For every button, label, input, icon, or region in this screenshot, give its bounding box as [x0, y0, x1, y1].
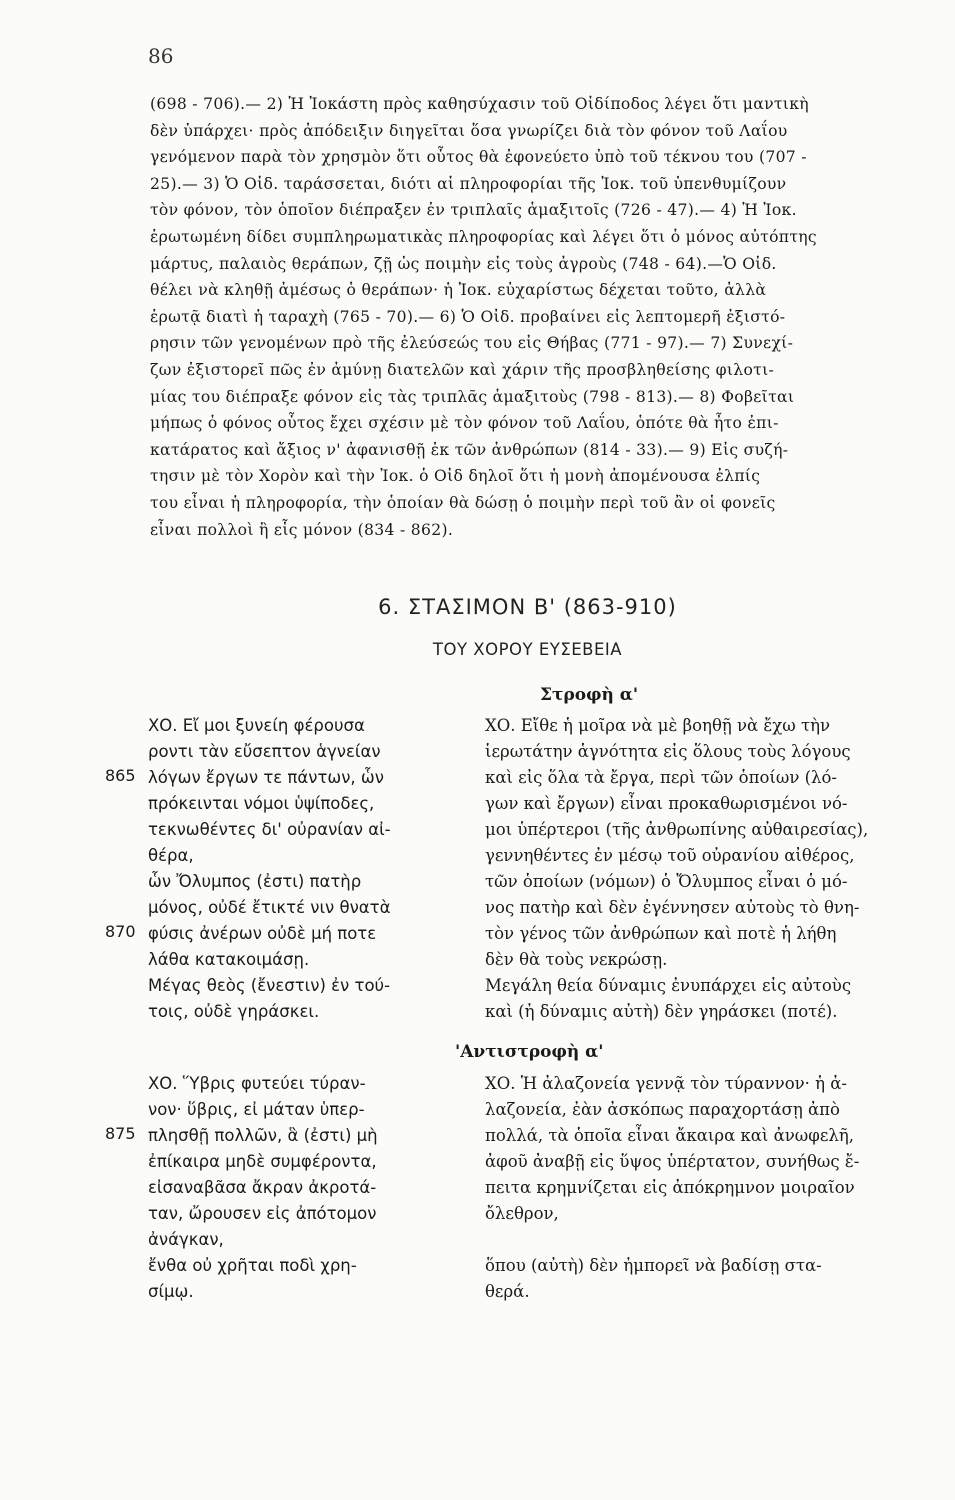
- verse-line: ταν, ὤρουσεν εἰς ἀπότομον: [148, 1204, 377, 1223]
- summary-line: ρησιν τῶν γενομένων πρὸ τῆς ἐλεύσεώς του εἰς Θήβας (771 - 97).— 7) Συνεχί-: [150, 334, 794, 353]
- line-number: 870: [105, 922, 136, 941]
- verse-line: ὧν Ὄλυμπος (ἐστι) πατὴρ: [148, 872, 362, 891]
- summary-line: θέλει νὰ κληθῇ ἀμέσως ὁ θεράπων· ἡ Ἰοκ. εὐχαρίστως δέχεται τοῦτο, ἀλλὰ: [150, 281, 767, 300]
- page-number: 86: [148, 44, 174, 68]
- verse-line: πρόκεινται νόμοι ὑψίποδες,: [148, 794, 375, 813]
- translation-line: γεννηθέντες ἐν μέσῳ τοῦ οὐρανίου αἰθέρος,: [485, 846, 855, 865]
- translation-line: δὲν θὰ τοὺς νεκρώσῃ.: [485, 950, 668, 969]
- summary-line: 25).— 3) Ὁ Οἰδ. ταράσσεται, διότι αἱ πληροφορίαι τῆς Ἰοκ. τοῦ ὑπενθυμίζουν: [150, 174, 787, 193]
- summary-line: δὲν ὑπάρχει· πρὸς ἀπόδειξιν διηγεῖται ὅσα γνωρίζει διὰ τὸν φόνον τοῦ Λαΐου: [150, 121, 788, 140]
- verse-line: εἰσαναβᾶσα ἄκραν ἀκροτά-: [148, 1178, 377, 1197]
- translation-line: λαζονεία, ἐὰν ἀσκόπως παραχορτάσῃ ἀπὸ: [485, 1100, 840, 1119]
- translation-line: ΧΟ. Ἡ ἀλαζονεία γεννᾷ τὸν τύραννον· ἡ ἀ-: [485, 1074, 847, 1093]
- section-subtitle: ΤΟΥ ΧΟΡΟΥ ΕΥΣΕΒΕΙΑ: [432, 640, 623, 659]
- verse-line: λάθα κατακοιμάσῃ.: [148, 950, 310, 969]
- verse-line: θέρα,: [148, 846, 194, 865]
- verse-line: σίμῳ.: [148, 1282, 194, 1301]
- translation-line: Μεγάλη θεία δύναμις ἐνυπάρχει εἰς αὐτοὺς: [485, 976, 852, 995]
- strophe-greek-text: [148, 713, 478, 1025]
- translation-line: [485, 1227, 925, 1253]
- verse-line: ΧΟ. Εἴ μοι ξυνείη φέρουσα: [148, 716, 365, 735]
- verse-line: Μέγας θεὸς (ἔνεστιν) ἐν τού-: [148, 976, 391, 995]
- translation-line: ἱερωτάτην ἁγνότητα εἰς ὅλους τοὺς λόγους: [485, 742, 851, 761]
- verse-line: ροντι τὰν εὔσεπτον ἁγνείαν: [148, 742, 381, 761]
- summary-line: κατάρατος καὶ ἄξιος ν' ἀφανισθῇ ἐκ τῶν ἀνθρώπων (814 - 33).— 9) Εἰς συζή-: [150, 440, 789, 459]
- verse-line: πλησθῇ πολλῶν, ἃ (ἐστι) μὴ: [148, 1126, 378, 1145]
- summary-line: (698 - 706).— 2) Ἡ Ἰοκάστη πρὸς καθησύχασιν τοῦ Οἰδίποδος λέγει ὅτι μαντικὴ: [150, 95, 809, 113]
- verse-line: ἀνάγκαν,: [148, 1230, 224, 1249]
- verse-line: τοις, οὐδὲ γηράσκει.: [148, 1002, 320, 1021]
- translation-line: πειτα κρημνίζεται εἰς ἀπόκρημνον μοιραῖον: [485, 1178, 855, 1197]
- antistrophe-translation-text: [485, 1071, 925, 1305]
- translation-line: μοι ὑπέρτεροι (τῆς ἀνθρωπίνης αὐθαιρεσίας),: [485, 820, 869, 839]
- line-number: 875: [105, 1124, 136, 1143]
- summary-line: ζων ἐξιστορεῖ πῶς ἐν ἀμύνῃ διατελῶν καὶ χάριν τῆς προσβληθείσης φιλοτι-: [150, 360, 775, 379]
- summary-line: μήπως ὁ φόνος οὗτος ἔχει σχέσιν μὲ τὸν φόνον τοῦ Λαΐου, ὁπότε θὰ ἦτο ἐπι-: [150, 414, 779, 433]
- strophe-translation-text: [485, 713, 925, 1025]
- translation-line: θερά.: [485, 1282, 530, 1301]
- verse-line: τεκνωθέντες δι' οὐρανίαν αἰ-: [148, 820, 391, 839]
- translation-line: ὅπου (αὐτὴ) δὲν ἠμπορεῖ νὰ βαδίσῃ στα-: [485, 1256, 822, 1275]
- translation-line: τὸν γένος τῶν ἀνθρώπων καὶ ποτὲ ἡ λήθη: [485, 924, 837, 943]
- section-title: 6. ΣΤΑΣΙΜΟΝ Β' (863-910): [378, 595, 677, 619]
- summary-line: του εἶναι ἡ πληροφορία, τὴν ὁποίαν θὰ δώσῃ ὁ ποιμὴν περὶ τοῦ ἂν οἱ φονεῖς: [150, 493, 776, 512]
- verse-line: νον· ὕβρις, εἰ μάταν ὑπερ-: [148, 1100, 365, 1119]
- summary-line: μίας του διέπραξε φόνον εἰς τὰς τριπλᾶς ἁμαξιτοὺς (798 - 813).— 8) Φοβεῖται: [150, 387, 795, 406]
- verse-line: λόγων ἔργων τε πάντων, ὧν: [148, 768, 384, 787]
- summary-line: εἶναι πολλοὶ ἢ εἷς μόνον (834 - 862).: [150, 520, 454, 539]
- verse-line: ἐπίκαιρα μηδὲ συμφέροντα,: [148, 1152, 377, 1171]
- verse-line: φύσις ἀνέρων οὐδὲ μή ποτε: [148, 924, 377, 943]
- summary-line: ἐρωτωμένη δίδει συμπληρωματικὰς πληροφορίας καὶ λέγει ὅτι ὁ μόνος αὐτόπτης: [150, 227, 817, 246]
- summary-line: μάρτυς, παλαιὸς θεράπων, ζῇ ὡς ποιμὴν εἰς τοὺς ἀγροὺς (748 - 64).—Ὁ Οἰδ.: [150, 254, 777, 273]
- antistrophe-greek-text: [148, 1071, 478, 1305]
- summary-line: τὸν φόνον, τὸν ὁποῖον διέπραξεν ἐν τριπλαῖς ἁμαξιτοῖς (726 - 47).— 4) Ἡ Ἰοκ.: [150, 201, 797, 220]
- summary-line: τησιν μὲ τὸν Χορὸν καὶ τὴν Ἰοκ. ὁ Οἰδ δηλοῖ ὅτι ἡ μονὴ ἀπομένουσα ἐλπίς: [150, 467, 761, 486]
- translation-line: ὄλεθρον,: [485, 1204, 559, 1223]
- translation-line: ΧΟ. Εἴθε ἡ μοῖρα νὰ μὲ βοηθῇ νὰ ἔχω τὴν: [485, 716, 831, 735]
- summary-paragraph: [150, 91, 920, 543]
- strophe-heading: Στροφὴ α': [540, 685, 639, 705]
- translation-line: πολλά, τὰ ὁποῖα εἶναι ἄκαιρα καὶ ἀνωφελῆ,: [485, 1126, 854, 1145]
- translation-line: τῶν ὁποίων (νόμων) ὁ Ὄλυμπος εἶναι ὁ μό-: [485, 872, 848, 891]
- summary-line: ἐρωτᾷ διατὶ ἡ ταραχὴ (765 - 70).— 6) Ὁ Οἰδ. προβαίνει εἰς λεπτομερῆ ἐξιστό-: [150, 307, 786, 326]
- verse-line: ἔνθα οὐ χρῆται ποδὶ χρη-: [148, 1256, 357, 1275]
- summary-line: γενόμενον παρὰ τὸν χρησμὸν ὅτι οὗτος θὰ ἐφονεύετο ὑπὸ τοῦ τέκνου του (707 -: [150, 148, 807, 167]
- translation-line: καὶ (ἡ δύναμις αὐτὴ) δὲν γηράσκει (ποτέ).: [485, 1002, 838, 1021]
- verse-line: ΧΟ. Ὕβρις φυτεύει τύραν-: [148, 1074, 366, 1093]
- line-number: 865: [105, 766, 136, 785]
- antistrophe-heading: 'Αντιστροφὴ α': [455, 1042, 604, 1062]
- translation-line: καὶ εἰς ὅλα τὰ ἔργα, περὶ τῶν ὁποίων (λό-: [485, 768, 837, 787]
- translation-line: γων καὶ ἔργων) εἶναι προκαθωρισμένοι νό-: [485, 794, 848, 813]
- translation-line: ἀφοῦ ἀναβῇ εἰς ὕψος ὑπέρτατον, συνήθως ἔ-: [485, 1152, 860, 1171]
- translation-line: νος πατὴρ καὶ δὲν ἐγέννησεν αὐτοὺς τὸ θνη-: [485, 898, 860, 917]
- verse-line: μόνος, οὐδέ ἔτικτέ νιν θνατὰ: [148, 898, 391, 917]
